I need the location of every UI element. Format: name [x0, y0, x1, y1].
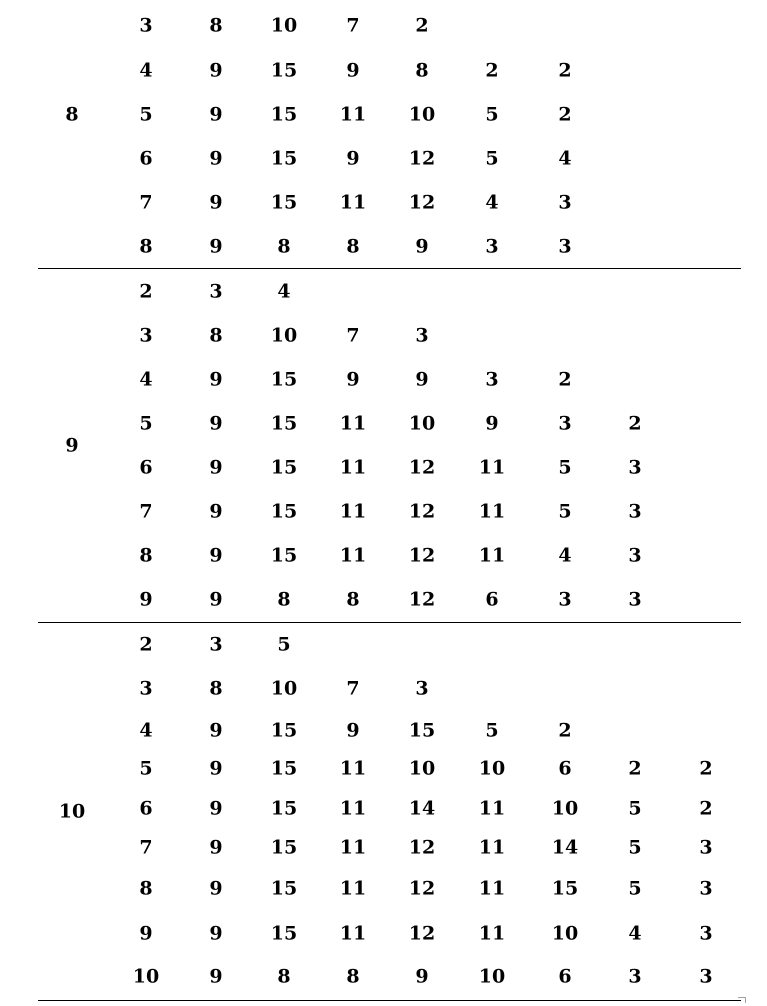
table-cell: 11 — [478, 544, 506, 567]
table-cell: 2 — [628, 757, 642, 780]
table-cell: 9 — [209, 59, 223, 82]
table-cell: 15 — [270, 191, 298, 214]
table-cell: 3 — [699, 922, 713, 945]
table-cell: 8 — [277, 588, 291, 611]
table-cell: 6 — [139, 797, 153, 820]
table-cell: 2 — [139, 633, 153, 656]
table-cell: 6 — [558, 757, 572, 780]
table-cell: 3 — [139, 677, 153, 700]
table-cell: 3 — [628, 965, 642, 988]
table-cell: 3 — [139, 324, 153, 347]
table-cell: 12 — [408, 877, 436, 900]
table-cell: 11 — [339, 412, 367, 435]
table-cell: 3 — [699, 877, 713, 900]
table-cell: 9 — [209, 922, 223, 945]
table-cell: 2 — [558, 103, 572, 126]
table-cell: 10 — [551, 922, 579, 945]
table-cell: 12 — [408, 191, 436, 214]
table-cell: 15 — [270, 836, 298, 859]
table-cell: 3 — [699, 965, 713, 988]
table-cell: 9 — [209, 191, 223, 214]
table-cell: 11 — [339, 877, 367, 900]
table-cell: 10 — [270, 324, 298, 347]
table-cell: 12 — [408, 456, 436, 479]
table-cell: 5 — [628, 836, 642, 859]
table-cell: 9 — [209, 412, 223, 435]
table-cell: 11 — [478, 500, 506, 523]
table-cell: 6 — [139, 147, 153, 170]
table-cell: 15 — [270, 719, 298, 742]
table-cell: 9 — [209, 147, 223, 170]
table-cell: 9 — [209, 877, 223, 900]
table-cell: 5 — [628, 877, 642, 900]
table-cell: 10 — [270, 14, 298, 37]
table-cell: 5 — [485, 103, 499, 126]
table-cell: 15 — [270, 147, 298, 170]
table-cell: 2 — [699, 757, 713, 780]
table-cell: 7 — [139, 191, 153, 214]
table-cell: 8 — [139, 544, 153, 567]
table-cell: 3 — [415, 677, 429, 700]
table-cell: 4 — [558, 544, 572, 567]
table-cell: 9 — [346, 368, 360, 391]
table-cell: 6 — [558, 965, 572, 988]
table-cell: 3 — [628, 500, 642, 523]
table-cell: 8 — [209, 14, 223, 37]
table-cell: 4 — [139, 368, 153, 391]
table-cell: 11 — [339, 191, 367, 214]
table-cell: 5 — [139, 757, 153, 780]
table-cell: 11 — [339, 103, 367, 126]
table-cell: 10 — [408, 757, 436, 780]
table-cell: 15 — [270, 544, 298, 567]
table-cell: 3 — [558, 191, 572, 214]
table-cell: 3 — [485, 235, 499, 258]
table-cell: 14 — [408, 797, 436, 820]
table-cell: 15 — [270, 500, 298, 523]
table-cell: 9 — [209, 797, 223, 820]
table-cell: 5 — [277, 633, 291, 656]
table-cell: 3 — [139, 14, 153, 37]
table-cell: 8 — [346, 965, 360, 988]
block-divider — [38, 622, 741, 623]
table-cell: 9 — [209, 836, 223, 859]
table-cell: 9 — [415, 368, 429, 391]
table-cell: 2 — [415, 14, 429, 37]
table-cell: 11 — [339, 757, 367, 780]
table-cell: 3 — [415, 324, 429, 347]
table-cell: 11 — [339, 922, 367, 945]
table-cell: 5 — [558, 456, 572, 479]
table-cell: 10 — [132, 965, 160, 988]
table-cell: 3 — [558, 235, 572, 258]
table-cell: 9 — [209, 544, 223, 567]
table-cell: 3 — [699, 836, 713, 859]
table-cell: 7 — [346, 677, 360, 700]
table-cell: 8 — [139, 877, 153, 900]
table-cell: 3 — [485, 368, 499, 391]
table-cell: 15 — [270, 59, 298, 82]
table-cell: 8 — [209, 677, 223, 700]
table-cell: 4 — [139, 719, 153, 742]
table-cell: 9 — [415, 235, 429, 258]
table-cell: 10 — [408, 103, 436, 126]
table-cell: 5 — [485, 719, 499, 742]
table-cell: 3 — [209, 280, 223, 303]
table-cell: 9 — [209, 368, 223, 391]
table-cell: 5 — [628, 797, 642, 820]
block-label: 8 — [65, 103, 79, 126]
corner-mark — [738, 997, 746, 1003]
table-cell: 12 — [408, 588, 436, 611]
table-cell: 9 — [209, 103, 223, 126]
table-cell: 5 — [558, 500, 572, 523]
block-label: 10 — [58, 800, 86, 823]
table-cell: 2 — [628, 412, 642, 435]
block-divider — [38, 1000, 741, 1001]
table-cell: 15 — [408, 719, 436, 742]
table-cell: 11 — [339, 836, 367, 859]
block-divider — [38, 268, 741, 269]
table-cell: 15 — [270, 922, 298, 945]
table-cell: 8 — [277, 235, 291, 258]
table-cell: 9 — [139, 922, 153, 945]
table-cell: 9 — [346, 719, 360, 742]
table-cell: 3 — [558, 412, 572, 435]
table-cell: 4 — [485, 191, 499, 214]
table-cell: 8 — [415, 59, 429, 82]
table-cell: 11 — [478, 877, 506, 900]
table-cell: 9 — [209, 719, 223, 742]
table-cell: 4 — [139, 59, 153, 82]
table-cell: 3 — [628, 544, 642, 567]
table-cell: 11 — [339, 544, 367, 567]
table-cell: 11 — [478, 797, 506, 820]
table-cell: 7 — [139, 500, 153, 523]
table-cell: 8 — [139, 235, 153, 258]
table-cell: 9 — [209, 500, 223, 523]
table-cell: 2 — [699, 797, 713, 820]
table-cell: 12 — [408, 500, 436, 523]
table-cell: 5 — [139, 412, 153, 435]
table-cell: 8 — [277, 965, 291, 988]
table-cell: 2 — [139, 280, 153, 303]
table-cell: 9 — [209, 965, 223, 988]
table-cell: 15 — [270, 412, 298, 435]
table-cell: 4 — [558, 147, 572, 170]
table-cell: 15 — [270, 456, 298, 479]
table-cell: 10 — [478, 965, 506, 988]
table-cell: 9 — [346, 147, 360, 170]
table-cell: 14 — [551, 836, 579, 859]
table-cell: 7 — [139, 836, 153, 859]
table-cell: 3 — [628, 588, 642, 611]
table-cell: 9 — [346, 59, 360, 82]
table-cell: 9 — [485, 412, 499, 435]
table-cell: 9 — [209, 456, 223, 479]
table-cell: 10 — [408, 412, 436, 435]
table-cell: 2 — [558, 368, 572, 391]
table-cell: 4 — [277, 280, 291, 303]
table-cell: 8 — [346, 235, 360, 258]
table-cell: 6 — [139, 456, 153, 479]
table-cell: 9 — [209, 235, 223, 258]
table-cell: 11 — [339, 500, 367, 523]
table-cell: 7 — [346, 324, 360, 347]
table-cell: 15 — [270, 877, 298, 900]
table-cell: 9 — [209, 588, 223, 611]
table-cell: 11 — [339, 456, 367, 479]
table-cell: 9 — [415, 965, 429, 988]
table-cell: 5 — [139, 103, 153, 126]
table-cell: 15 — [270, 757, 298, 780]
table-cell: 12 — [408, 544, 436, 567]
table-cell: 3 — [628, 456, 642, 479]
table-cell: 2 — [558, 59, 572, 82]
table-cell: 9 — [209, 757, 223, 780]
table-cell: 12 — [408, 836, 436, 859]
table-cell: 12 — [408, 147, 436, 170]
table-cell: 2 — [485, 59, 499, 82]
block-label: 9 — [65, 434, 79, 457]
table-cell: 8 — [346, 588, 360, 611]
table-cell: 2 — [558, 719, 572, 742]
table-cell: 15 — [270, 797, 298, 820]
table-cell: 4 — [628, 922, 642, 945]
table-cell: 15 — [270, 103, 298, 126]
table-cell: 3 — [209, 633, 223, 656]
table-cell: 10 — [551, 797, 579, 820]
table-cell: 11 — [478, 836, 506, 859]
table-cell: 12 — [408, 922, 436, 945]
table-cell: 9 — [139, 588, 153, 611]
table-cell: 8 — [209, 324, 223, 347]
table-cell: 15 — [551, 877, 579, 900]
table-cell: 10 — [270, 677, 298, 700]
table-cell: 3 — [558, 588, 572, 611]
table-cell: 11 — [339, 797, 367, 820]
table-cell: 11 — [478, 922, 506, 945]
table-cell: 10 — [478, 757, 506, 780]
table-cell: 11 — [478, 456, 506, 479]
table-cell: 5 — [485, 147, 499, 170]
table-cell: 7 — [346, 14, 360, 37]
table-cell: 6 — [485, 588, 499, 611]
table-cell: 15 — [270, 368, 298, 391]
